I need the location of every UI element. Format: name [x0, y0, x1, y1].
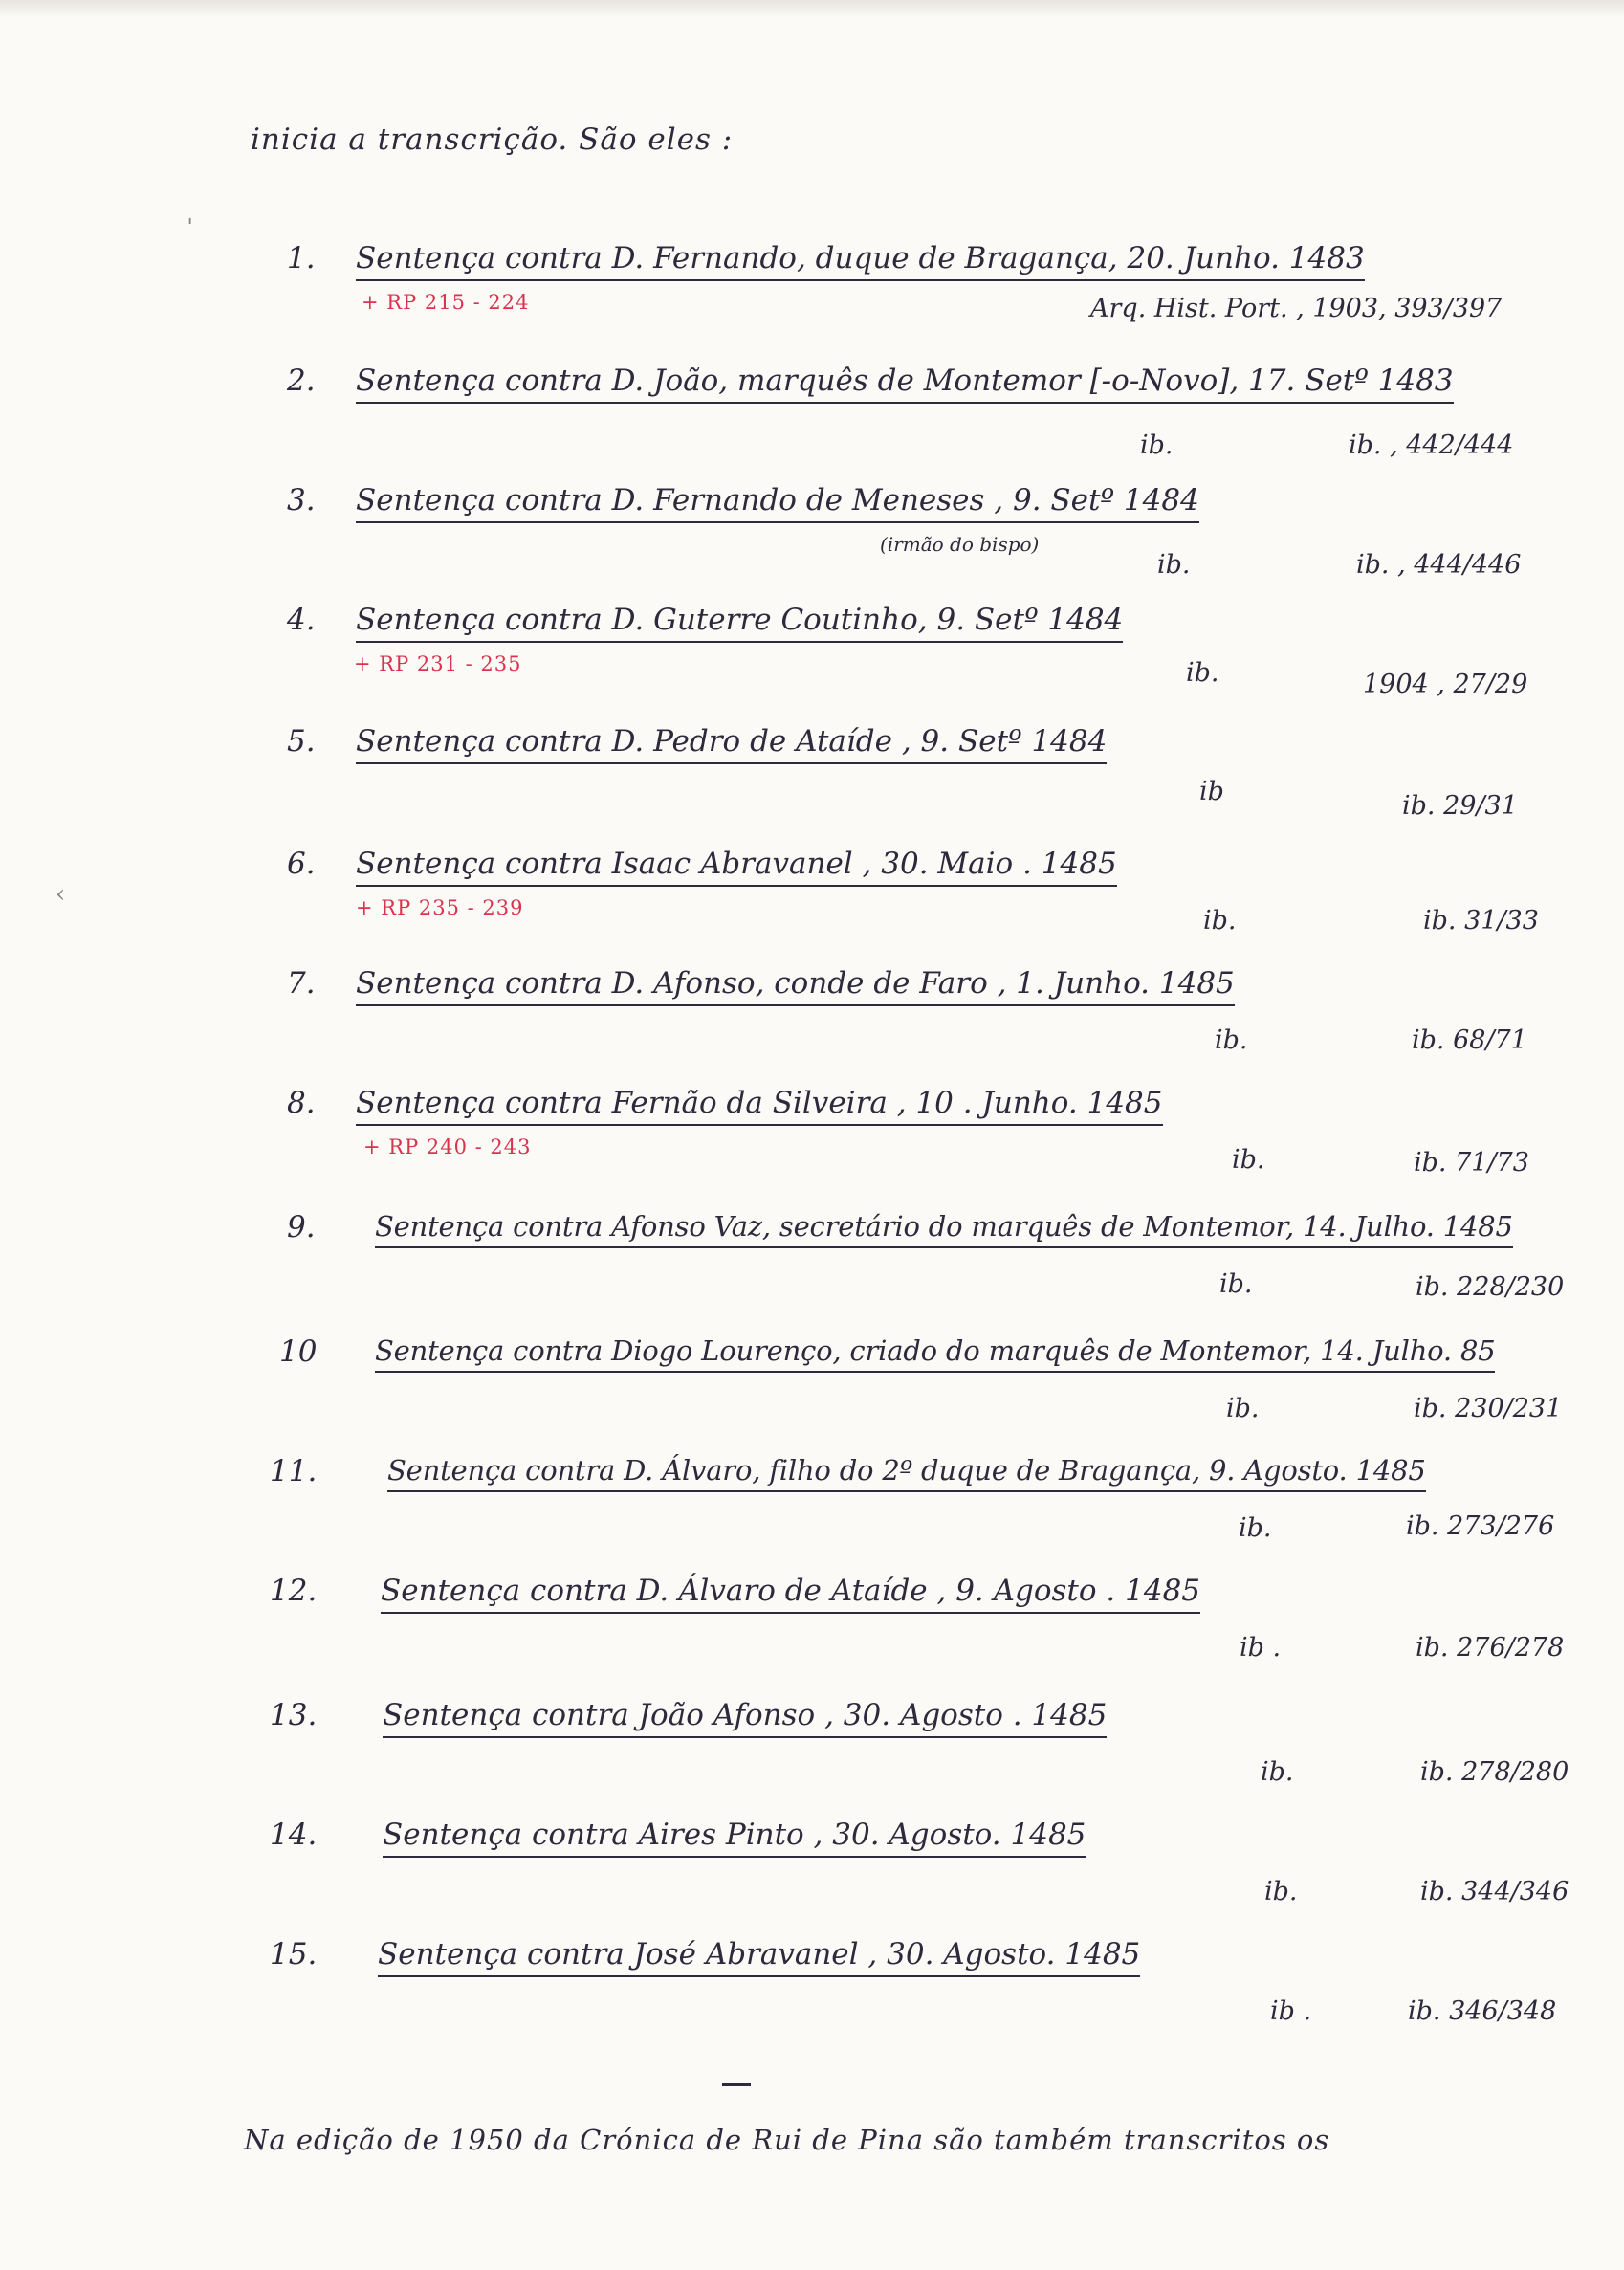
entry-title: Sentença contra D. Álvaro de Ataíde , 9. Agosto . 1485 [381, 1574, 1200, 1614]
entry-number: 9. [287, 1210, 316, 1245]
entry-title: Sentença contra D. Afonso, conde de Faro , 1. Junho. 1485 [356, 966, 1235, 1006]
ibidem-reference: ib. [1215, 1025, 1248, 1055]
entry-title: Sentença contra D. Fernando, duque de Bragança, 20. Junho. 1483 [356, 241, 1365, 281]
entry-number: 13. [270, 1698, 318, 1732]
ibidem-reference: ib. [1219, 1269, 1253, 1299]
entry-number: 10 [279, 1334, 318, 1369]
entry-number: 3. [287, 483, 316, 518]
ibidem-reference: ib. [1261, 1757, 1294, 1787]
entry-title: Sentença contra D. João, marquês de Montemor [-o-Novo], 17. Setº 1483 [356, 364, 1454, 404]
entry-number: 5. [287, 724, 316, 759]
page-reference: ib. 273/276 [1406, 1511, 1555, 1541]
page-reference: ib. 29/31 [1402, 791, 1518, 821]
page-reference: ib. 31/33 [1423, 906, 1539, 936]
ibidem-reference: ib. [1264, 1877, 1298, 1906]
entry-number: 1. [287, 241, 316, 275]
entry-title: Sentença contra D. Guterre Coutinho, 9. Setº 1484 [356, 603, 1123, 643]
entry-aside: (irmão do bispo) [880, 533, 1040, 556]
entry-number: 11. [270, 1454, 318, 1488]
page-reference: ib. 228/230 [1416, 1272, 1565, 1302]
entry-title: Sentença contra Diogo Lourenço, criado do marquês de Montemor, 14. Julho. 85 [375, 1334, 1495, 1373]
entry-number: 2. [287, 364, 316, 398]
entry-number: 12. [270, 1574, 318, 1608]
page-reference: 1904 , 27/29 [1363, 670, 1528, 699]
entry-number: 7. [287, 966, 316, 1001]
ibidem-reference: ib. [1157, 550, 1191, 580]
ibidem-reference: ib. [1203, 906, 1237, 936]
rp-note: + RP 235 - 239 [356, 896, 524, 919]
page-reference: ib. 346/348 [1408, 1996, 1557, 2026]
entry-title: Sentença contra João Afonso , 30. Agosto . 1485 [383, 1698, 1107, 1738]
entry-number: 14. [270, 1818, 318, 1852]
entry-number: 6. [287, 847, 316, 881]
page-reference: ib. 344/346 [1420, 1877, 1569, 1906]
page-reference: ib. 68/71 [1412, 1025, 1527, 1055]
ibidem-reference: ib . [1270, 1996, 1312, 2026]
entry-title: Sentença contra José Abravanel , 30. Agosto. 1485 [378, 1937, 1140, 1977]
page-reference: ib. , 444/446 [1356, 550, 1522, 580]
rp-note: + RP 240 - 243 [363, 1135, 532, 1158]
separator-dash [722, 2083, 751, 2086]
page-reference: ib. , 442/444 [1349, 430, 1514, 460]
entry-title: Sentença contra D. Pedro de Ataíde , 9. Setº 1484 [356, 724, 1107, 764]
page-reference: ib. 71/73 [1414, 1148, 1529, 1178]
entry-title: Sentença contra D. Álvaro, filho do 2º duque de Bragança, 9. Agosto. 1485 [387, 1454, 1426, 1492]
ibidem-reference: ib [1199, 777, 1224, 806]
ibidem-reference: ib. [1226, 1394, 1260, 1423]
entry-title: Sentença contra Aires Pinto , 30. Agosto. 1485 [383, 1818, 1086, 1858]
entry-number: 4. [287, 603, 316, 637]
page-reference: ib. 276/278 [1416, 1633, 1565, 1663]
page-reference: ib. 230/231 [1414, 1394, 1563, 1423]
margin-mark: ‹ [55, 880, 66, 909]
source-reference: Arq. Hist. Port. , 1903, 393/397 [1090, 294, 1503, 323]
rp-note: + RP 231 - 235 [354, 652, 522, 675]
page-reference: ib. 278/280 [1420, 1757, 1569, 1787]
ibidem-reference: ib. [1239, 1513, 1272, 1543]
intro-line: inicia a transcrição. São eles : [251, 122, 734, 157]
pencil-mark: ˈ [187, 215, 194, 244]
footer-line: Na edição de 1950 da Crónica de Rui de Pina são também transcritos os [244, 2124, 1330, 2156]
entry-title: Sentença contra Afonso Vaz, secretário do marquês de Montemor, 14. Julho. 1485 [375, 1210, 1513, 1248]
ibidem-reference: ib. [1232, 1145, 1265, 1175]
entry-number: 8. [287, 1086, 316, 1120]
entry-title: Sentença contra Fernão da Silveira , 10 . Junho. 1485 [356, 1086, 1163, 1126]
ibidem-reference: ib. [1140, 430, 1174, 460]
entry-title: Sentença contra D. Fernando de Meneses , 9. Setº 1484 [356, 483, 1199, 523]
entry-title: Sentença contra Isaac Abravanel , 30. Maio . 1485 [356, 847, 1117, 887]
rp-note: + RP 215 - 224 [362, 291, 530, 314]
ibidem-reference: ib. [1186, 658, 1219, 688]
entry-number: 15. [270, 1937, 318, 1972]
ibidem-reference: ib . [1240, 1633, 1282, 1663]
